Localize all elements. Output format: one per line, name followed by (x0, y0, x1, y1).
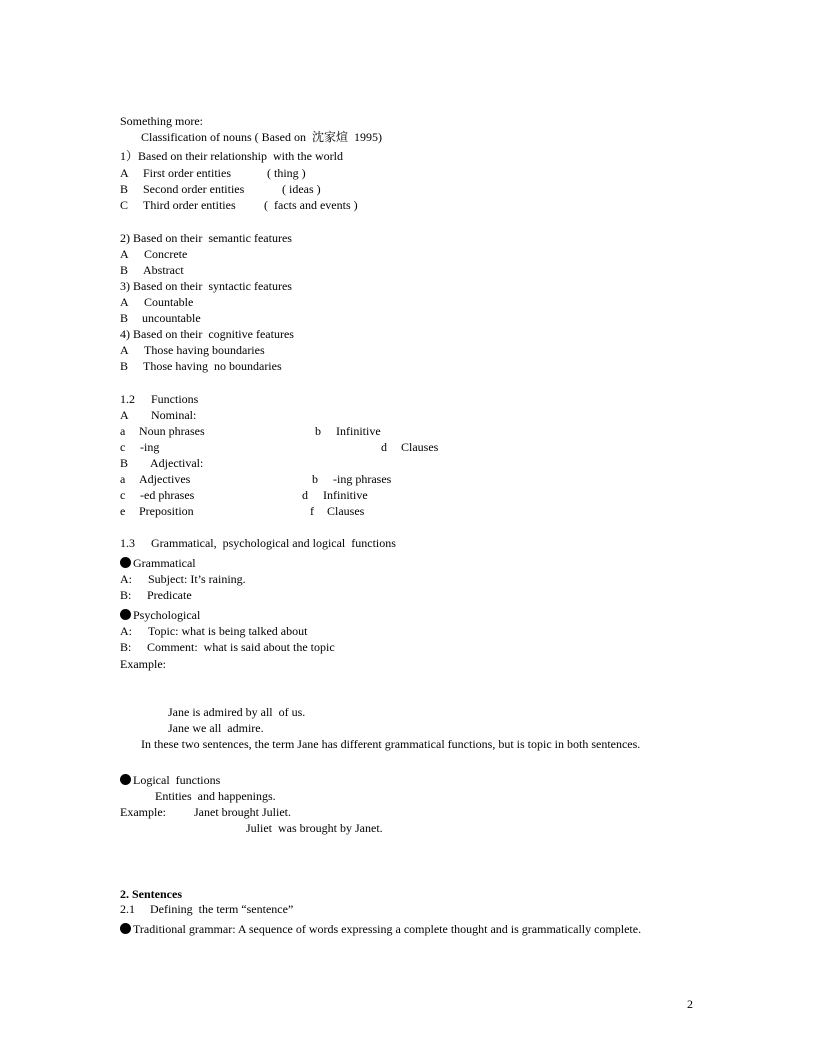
adjectival-f-text: Clauses (327, 504, 365, 518)
s1-note-c: ( facts and events ) (264, 198, 358, 212)
s4-title: 4) Based on their cognitive features (120, 327, 294, 341)
s2-title: 2) Based on their semantic features (120, 231, 292, 245)
bullet-icon (120, 923, 131, 934)
gpl-number: 1.3 (120, 536, 135, 550)
s4-letter-b: B (120, 359, 129, 373)
s1-letter-b: B (120, 182, 129, 196)
example-sentence-1: Jane is admired by all of us. (168, 705, 306, 719)
s4-item-a: Those having boundaries (144, 343, 265, 357)
psychological-a-letter: A: (120, 624, 132, 638)
grammatical-heading (120, 556, 196, 570)
grammatical-b-text: Predicate (147, 588, 192, 602)
nominal-b-letter: b (315, 424, 321, 438)
adjectival-b-letter: b (312, 472, 318, 486)
nominal-c-text: -ing (140, 440, 160, 454)
adjectival-d-text: Infinitive (323, 488, 368, 502)
s1-letter-a: A (120, 166, 129, 180)
page-number: 2 (687, 997, 693, 1011)
logical-label: Logical functions (133, 773, 221, 787)
example-sentence-2: Jane we all admire. (168, 721, 264, 735)
sentences-heading: 2. Sentences (120, 887, 182, 901)
s4-item-b: Those having no boundaries (143, 359, 282, 373)
bullet-icon (120, 557, 131, 568)
s2-item-a: Concrete (144, 247, 188, 261)
adjectival-c-letter: c (120, 488, 126, 502)
functions-title: Functions (151, 392, 199, 406)
adjectival-e-letter: e (120, 504, 126, 518)
s2-letter-b: B (120, 263, 129, 277)
nominal-letter: A (120, 408, 129, 422)
logical-heading (120, 773, 220, 787)
s3-item-a: Countable (144, 295, 194, 309)
adjectival-f-letter: f (310, 504, 314, 518)
adjectival-c-text: -ed phrases (140, 488, 195, 502)
nominal-c-letter: c (120, 440, 126, 454)
s3-letter-b: B (120, 311, 129, 325)
adjectival-a-text: Adjectives (139, 472, 191, 486)
defining-number: 2.1 (120, 902, 135, 916)
adjectival-b-text: -ing phrases (333, 472, 392, 486)
s1-item-b: Second order entities (143, 182, 245, 196)
s1-item-c: Third order entities (143, 198, 236, 212)
bullet-icon (120, 609, 131, 620)
s2-item-b: Abstract (143, 263, 184, 277)
grammatical-b-letter: B: (120, 588, 132, 602)
psychological-label: Psychological (133, 608, 201, 622)
traditional-text: Traditional grammar: A sequence of words expressing a complete thought and is grammatically complete. (133, 922, 642, 936)
gpl-title: Grammatical, psychological and logical functions (151, 536, 396, 550)
example-sentence-3: Janet brought Juliet. (194, 805, 291, 819)
adjectival-heading: Adjectival: (150, 456, 204, 470)
nominal-heading: Nominal: (151, 408, 197, 422)
psychological-b-letter: B: (120, 640, 132, 654)
s3-letter-a: A (120, 295, 129, 309)
grammatical-label: Grammatical (133, 556, 196, 570)
classification-line: Classification of nouns ( Based on 沈家煊 1995) (141, 130, 382, 144)
s2-letter-a: A (120, 247, 129, 261)
s1-note-b: ( ideas ) (282, 182, 321, 196)
s1-title: 1）Based on their relationship with the world (120, 149, 343, 163)
grammatical-a-letter: A: (120, 572, 132, 586)
topic-paragraph: In these two sentences, the term Jane has different grammatical functions, but is topic in both sentences. (141, 737, 641, 751)
example-sentence-4: Juliet was brought by Janet. (246, 821, 383, 835)
nominal-a-letter: a (120, 424, 126, 438)
defining-title: Defining the term “sentence” (150, 902, 294, 916)
s1-item-a: First order entities (143, 166, 231, 180)
section-heading: Something more: (120, 114, 203, 128)
s3-title: 3) Based on their syntactic features (120, 279, 292, 293)
example2-label: Example: (120, 805, 166, 819)
traditional-paragraph (120, 921, 696, 937)
psychological-heading (120, 608, 200, 622)
s1-note-a: ( thing ) (267, 166, 306, 180)
example-label: Example: (120, 657, 166, 671)
nominal-d-letter: d (381, 440, 387, 454)
functions-number: 1.2 (120, 392, 135, 406)
s3-item-b: uncountable (142, 311, 201, 325)
bullet-icon (120, 774, 131, 785)
nominal-a-text: Noun phrases (139, 424, 205, 438)
logical-description: Entities and happenings. (155, 789, 276, 803)
s1-letter-c: C (120, 198, 129, 212)
adjectival-e-text: Preposition (139, 504, 194, 518)
nominal-d-text: Clauses (401, 440, 439, 454)
adjectival-d-letter: d (302, 488, 308, 502)
adjectival-a-letter: a (120, 472, 126, 486)
s4-letter-a: A (120, 343, 129, 357)
nominal-b-text: Infinitive (336, 424, 381, 438)
psychological-a-text: Topic: what is being talked about (148, 624, 308, 638)
psychological-b-text: Comment: what is said about the topic (147, 640, 335, 654)
grammatical-a-text: Subject: It’s raining. (148, 572, 246, 586)
adjectival-letter: B (120, 456, 129, 470)
